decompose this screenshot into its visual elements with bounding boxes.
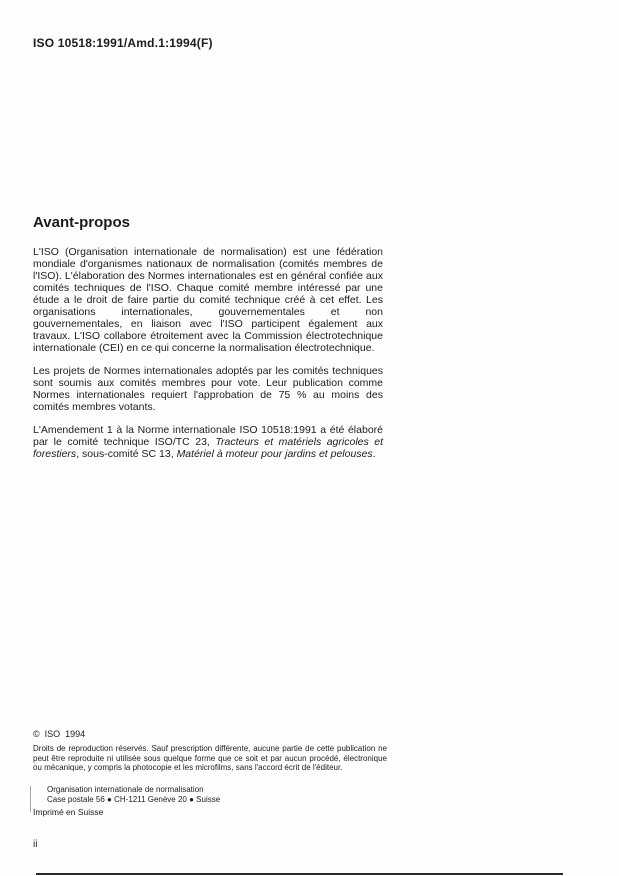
paragraph-3-text-2: , sous-comité SC 13, [76,448,177,460]
paragraph-3-committee-title: Tracteurs et matériels agricoles et forestiers [33,436,383,460]
paragraph-3-text-1: L'Amendement 1 à la Norme internationale ISO 10518:1991 a été élaboré par le comité technique ISO/TC 23, [33,424,383,448]
foreword-paragraph-2: Les projets de Normes internationales adoptés par les comités techniques sont soumis aux comités membres pour vote. Leur publication comme Normes internationales requiert l'approbation de 75 % au moins des comités membres votants. [33,365,383,413]
copyright-notice: © ISO 1994 [33,729,86,739]
rights-statement: Droits de reproduction réservés. Sauf prescription différente, aucune partie de cette publication ne peut être reproduite ni utilisée sous quelque forme que ce soit et par aucun procédé, électronique ou mécanique, y compris la photocopie et les microfilms, sans l'accord écrit de l'éditeur. [33,744,387,772]
printed-in-line: Imprimé en Suisse [33,807,104,817]
scan-edge-artifact [36,873,563,875]
publisher-address-block [47,785,220,805]
page-number: ii [33,839,38,850]
foreword-paragraph-3 [33,424,383,460]
paragraph-3-text-3: . [372,448,376,460]
publisher-name: Organisation internationale de normalisation [47,785,204,794]
paragraph-3-subcommittee-title: Matériel à moteur pour jardins et pelouses [176,448,373,460]
scan-artifact-line [30,786,31,812]
publisher-address-line: Case postale 56 ● CH-1211 Genève 20 ● Suisse [47,795,221,804]
foreword-paragraph-1: L'ISO (Organisation internationale de normalisation) est une fédération mondiale d'organismes nationaux de normalisation (comités membres de l'ISO). L'élaboration des Normes internationales est en général confiée aux comités techniques de l'ISO. Chaque comité membre intéressé par une étude a le droit de faire partie du comité technique créé à cet effet. Les organisations internationales, gouvernementales et non gouvernementales, en liaison avec l'ISO participent également aux travaux. L'ISO collabore étroitement avec la Commission électrotechnique internationale (CEI) en ce qui concerne la normalisation électrotechnique. [33,246,383,354]
foreword-body [33,246,383,471]
section-title: Avant-propos [33,214,130,231]
standard-reference-header: ISO 10518:1991/Amd.1:1994(F) [33,36,213,50]
